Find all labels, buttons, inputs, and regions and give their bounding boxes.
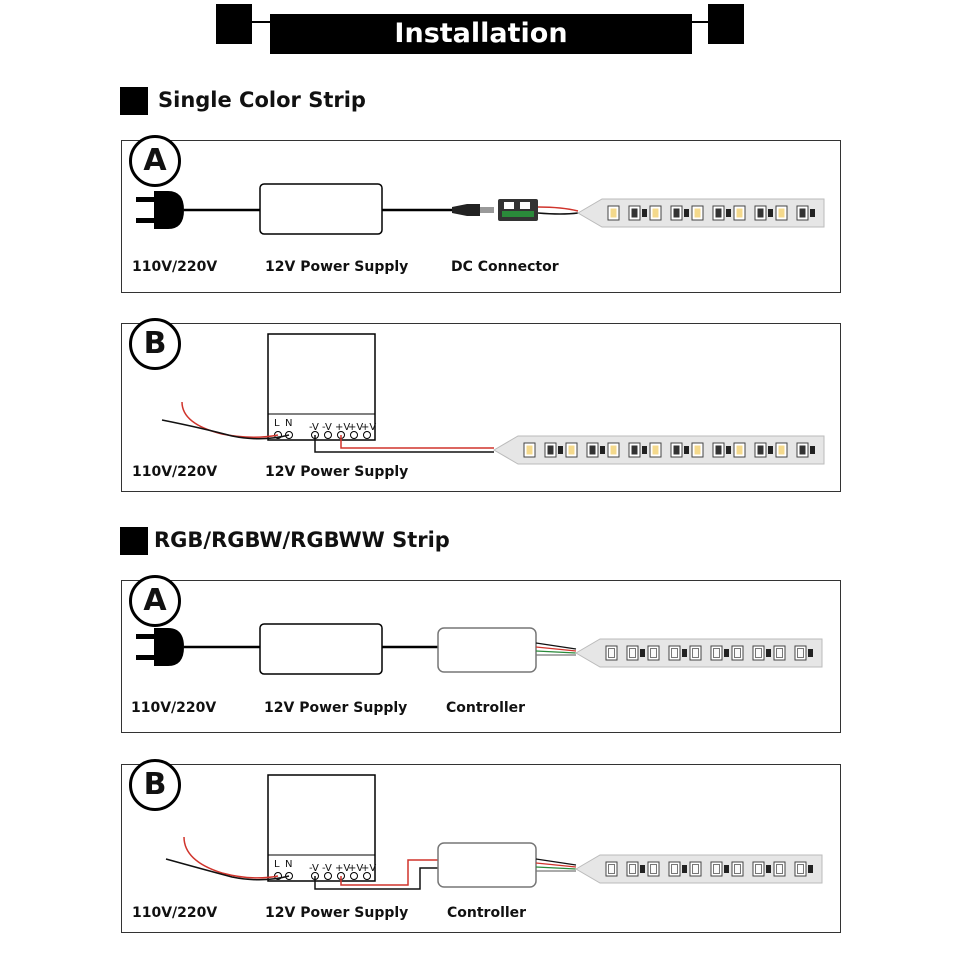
plug-icon [136, 628, 184, 666]
label-mains-voltage: 110V/220V [132, 259, 218, 275]
terminal-label-neg2: -V [322, 863, 332, 874]
section-title: Single Color Strip [158, 88, 366, 112]
label-mains-voltage: 110V/220V [132, 905, 218, 921]
led-strip [576, 855, 822, 883]
wiring-diagram [122, 324, 840, 491]
panel-letter: B [143, 326, 167, 361]
label-controller: Controller [447, 905, 527, 921]
terminal-label-pos2: +V [348, 422, 364, 433]
banner-right-cap [708, 4, 744, 44]
panel-single-color-b [121, 323, 841, 492]
panel-rgb-b [121, 764, 841, 933]
panel-letter-badge [129, 759, 181, 811]
terminal-label-n: N [285, 859, 293, 870]
led-strip [576, 639, 822, 667]
terminal-label-neg1: -V [309, 863, 319, 874]
terminal-label-neg2: -V [322, 422, 332, 433]
section-bullet-square [120, 527, 148, 555]
panel-single-color-a [121, 140, 841, 293]
dc-connector-icon [452, 199, 538, 221]
section-title: RGB/RGBW/RGBWW Strip [154, 528, 450, 552]
banner-left-line [252, 21, 270, 23]
label-power-supply: 12V Power Supply [265, 905, 409, 921]
terminal-label-pos2: +V [348, 863, 364, 874]
panel-rgb-a [121, 580, 841, 733]
terminal-label-pos1: +V [335, 422, 351, 433]
label-controller: Controller [446, 700, 526, 716]
label-power-supply: 12V Power Supply [265, 464, 409, 480]
plug-icon [136, 191, 184, 229]
power-supply-box [260, 184, 382, 234]
panel-letter-badge [129, 135, 181, 187]
label-power-supply: 12V Power Supply [265, 259, 409, 275]
terminal-label-pos3: +V [361, 863, 377, 874]
panel-letter: B [143, 767, 167, 802]
banner-title: Installation [270, 14, 692, 54]
panel-letter-badge [129, 318, 181, 370]
terminal-label-neg1: -V [309, 422, 319, 433]
led-strip [494, 436, 824, 464]
section-bullet-square [120, 87, 148, 115]
terminal-label-n: N [285, 418, 293, 429]
label-power-supply: 12V Power Supply [264, 700, 408, 716]
terminal-label-l: L [274, 418, 280, 429]
controller-box [438, 628, 536, 672]
terminal-label-l: L [274, 859, 280, 870]
power-supply-box [260, 624, 382, 674]
terminal-label-pos1: +V [335, 863, 351, 874]
controller-box [438, 843, 536, 887]
banner-right-line [692, 21, 708, 23]
terminal-label-pos3: +V [361, 422, 377, 433]
label-mains-voltage: 110V/220V [131, 700, 217, 716]
label-mains-voltage: 110V/220V [132, 464, 218, 480]
banner-left-cap [216, 4, 252, 44]
panel-letter: A [143, 143, 167, 178]
label-dc-connector: DC Connector [451, 259, 559, 275]
panel-letter-badge [129, 575, 181, 627]
panel-letter: A [143, 583, 167, 618]
led-strip [578, 199, 824, 227]
